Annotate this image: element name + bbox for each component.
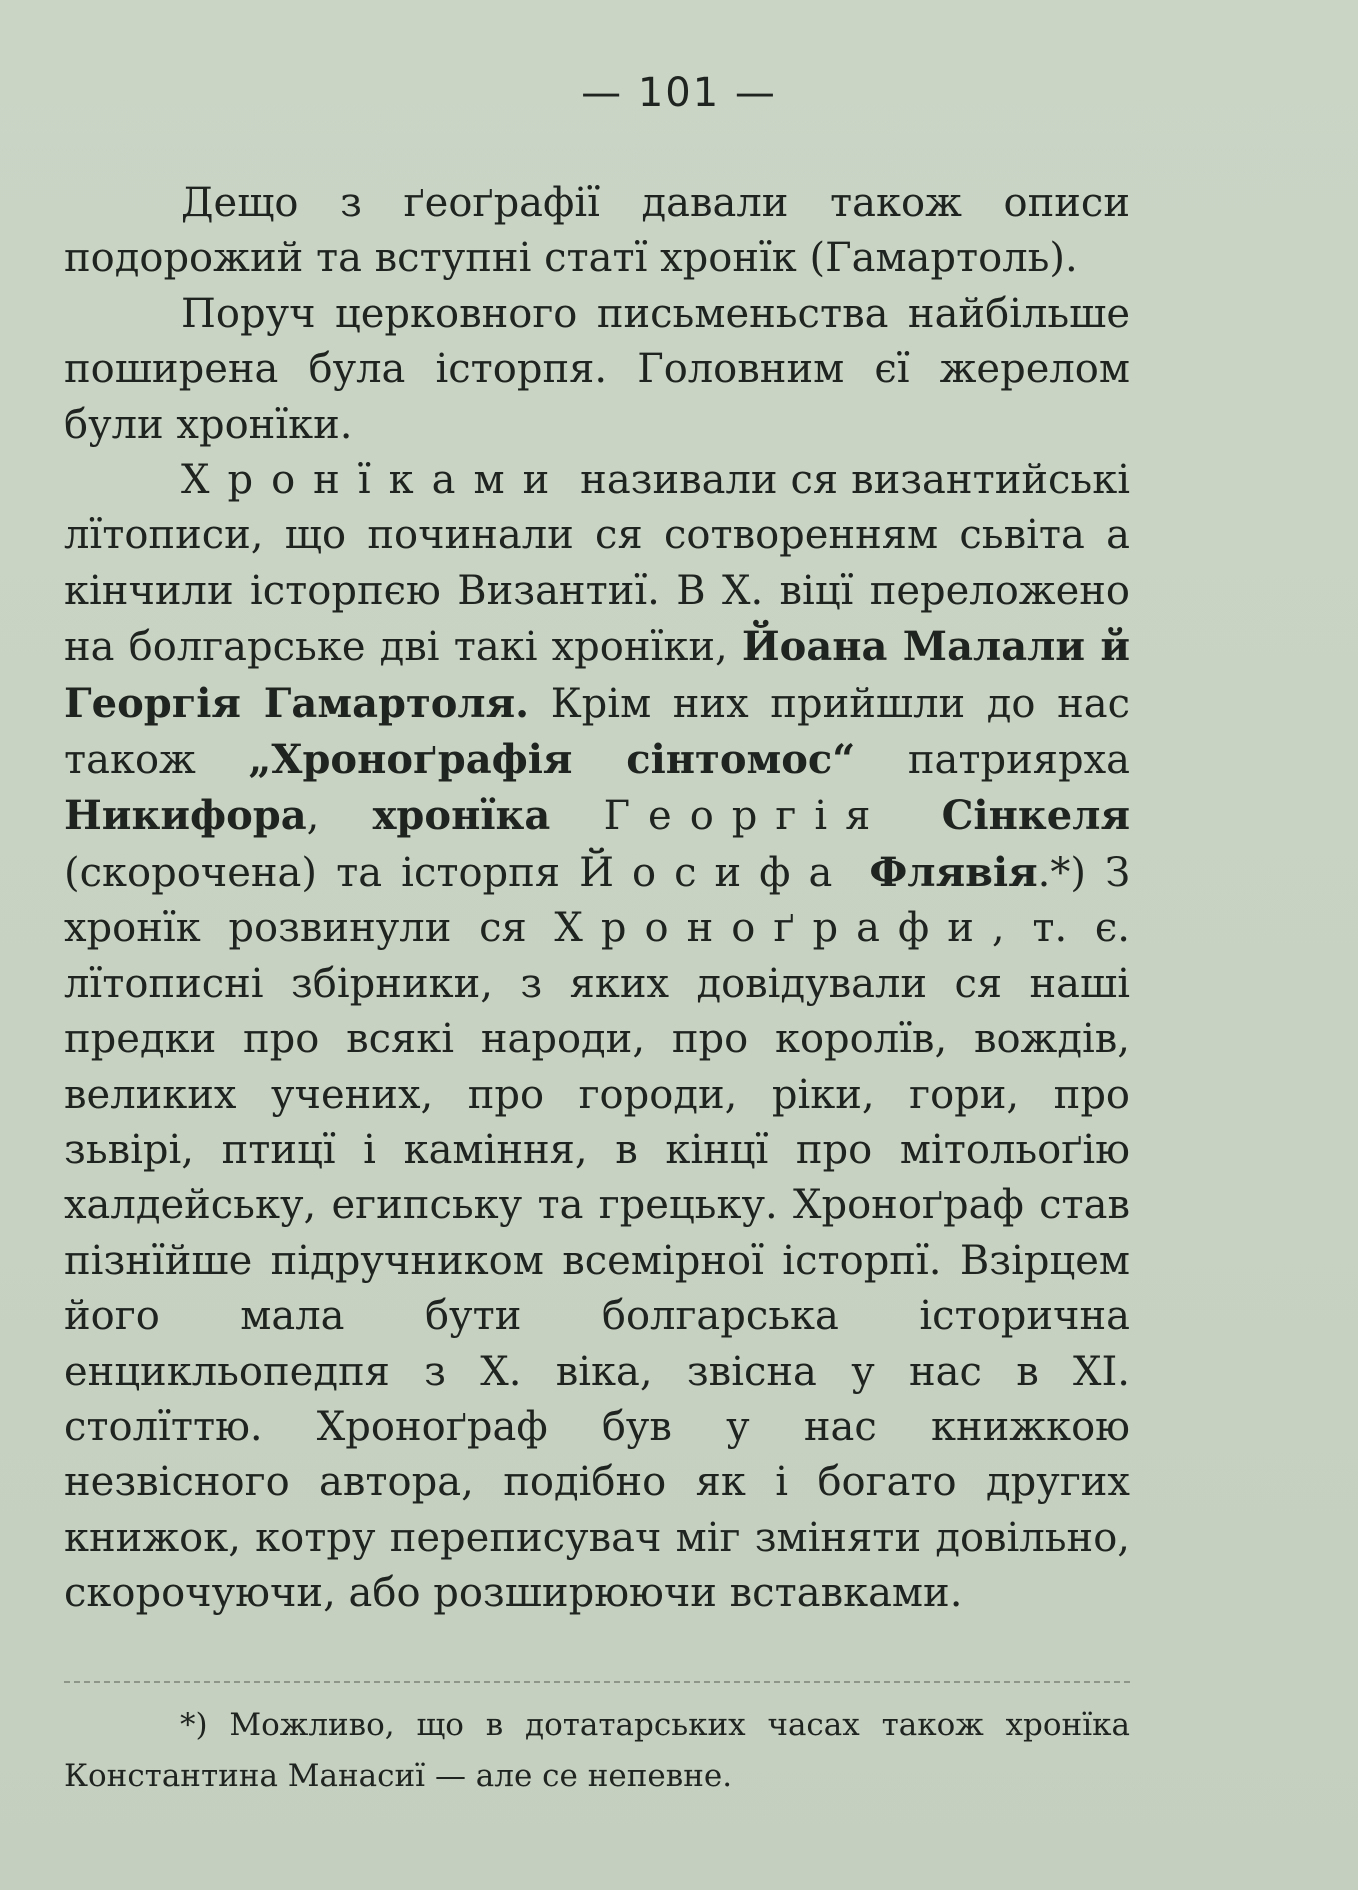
text-run: патриярха xyxy=(855,737,1130,784)
text-run: Дещо з ґеоґрафії давали також описи подорожий та вступні статї хронїк (Гамартоль). xyxy=(64,180,1130,282)
bold-name: „Хроноґрафія сінтомос“ xyxy=(248,736,856,784)
text-run: Крім них прийшли до нас також xyxy=(64,680,1130,784)
text-run xyxy=(550,793,603,839)
footnote-divider xyxy=(64,1681,1130,1683)
spaced-term: Хронїками xyxy=(181,457,568,504)
spaced-term: Йосифа xyxy=(579,849,851,896)
text-run: називали ся византийські лїтописи, що починали ся сотворенням сьвіта а кінчили історпєю Византиї. В Х. віцї переложено на болгарське дві такі хронїки, xyxy=(64,457,1130,671)
text-run: , xyxy=(306,793,373,840)
bold-name: Сінкеля xyxy=(941,792,1130,840)
text-run: , т. є. лїтописні збірники, з яких довідували ся наші предки про всякі народи, про королїв, вождів, великих учених, про городи, ріки, гори, про зьвірі, птицї і каміння, в кінцї про мітольоґію халдейську, египську та грецьку. Хроноґраф став пізнїйше підручником всемірної історпї. Взірцем його мала бути болгарська історична енцикльопедпя з Х. віка, звісна у нас в XI. столїттю. Хроноґраф був у нас книжкою незвісного автора, подібно як і богато других книжок, котру переписувач міг зміняти довільно, скорочуючи, або розширюючи вставками. xyxy=(64,905,1130,1617)
footnote: *) Можливо, що в дотатарських часах також хронїка Константина Манасиї — але се непевне. xyxy=(64,1707,1130,1794)
text-run xyxy=(888,793,941,839)
bold-name: хронїка xyxy=(372,792,551,840)
spaced-term: Георгія xyxy=(603,793,889,840)
body-text xyxy=(64,176,1130,1622)
page-number: — 101 — xyxy=(581,70,777,116)
bold-name: Йоана Малали й Георгія Гамартоля. xyxy=(64,623,1131,727)
bold-name: Флявія xyxy=(869,848,1038,896)
bold-name: Никифора xyxy=(64,792,307,840)
paragraph xyxy=(64,176,1130,287)
paragraph xyxy=(64,287,1130,453)
spaced-term: Хроноґрафи xyxy=(554,905,992,952)
text-run xyxy=(850,850,869,896)
text-run: Поруч церковного письменьства найбільше поширена була історпя. Головним єї жерелом були хронїки. xyxy=(64,290,1130,448)
text-run: (скорочена) та історпя xyxy=(64,849,580,896)
paragraph xyxy=(64,453,1130,1622)
text-run: .*) З хронїк розвинули ся xyxy=(64,849,1130,952)
